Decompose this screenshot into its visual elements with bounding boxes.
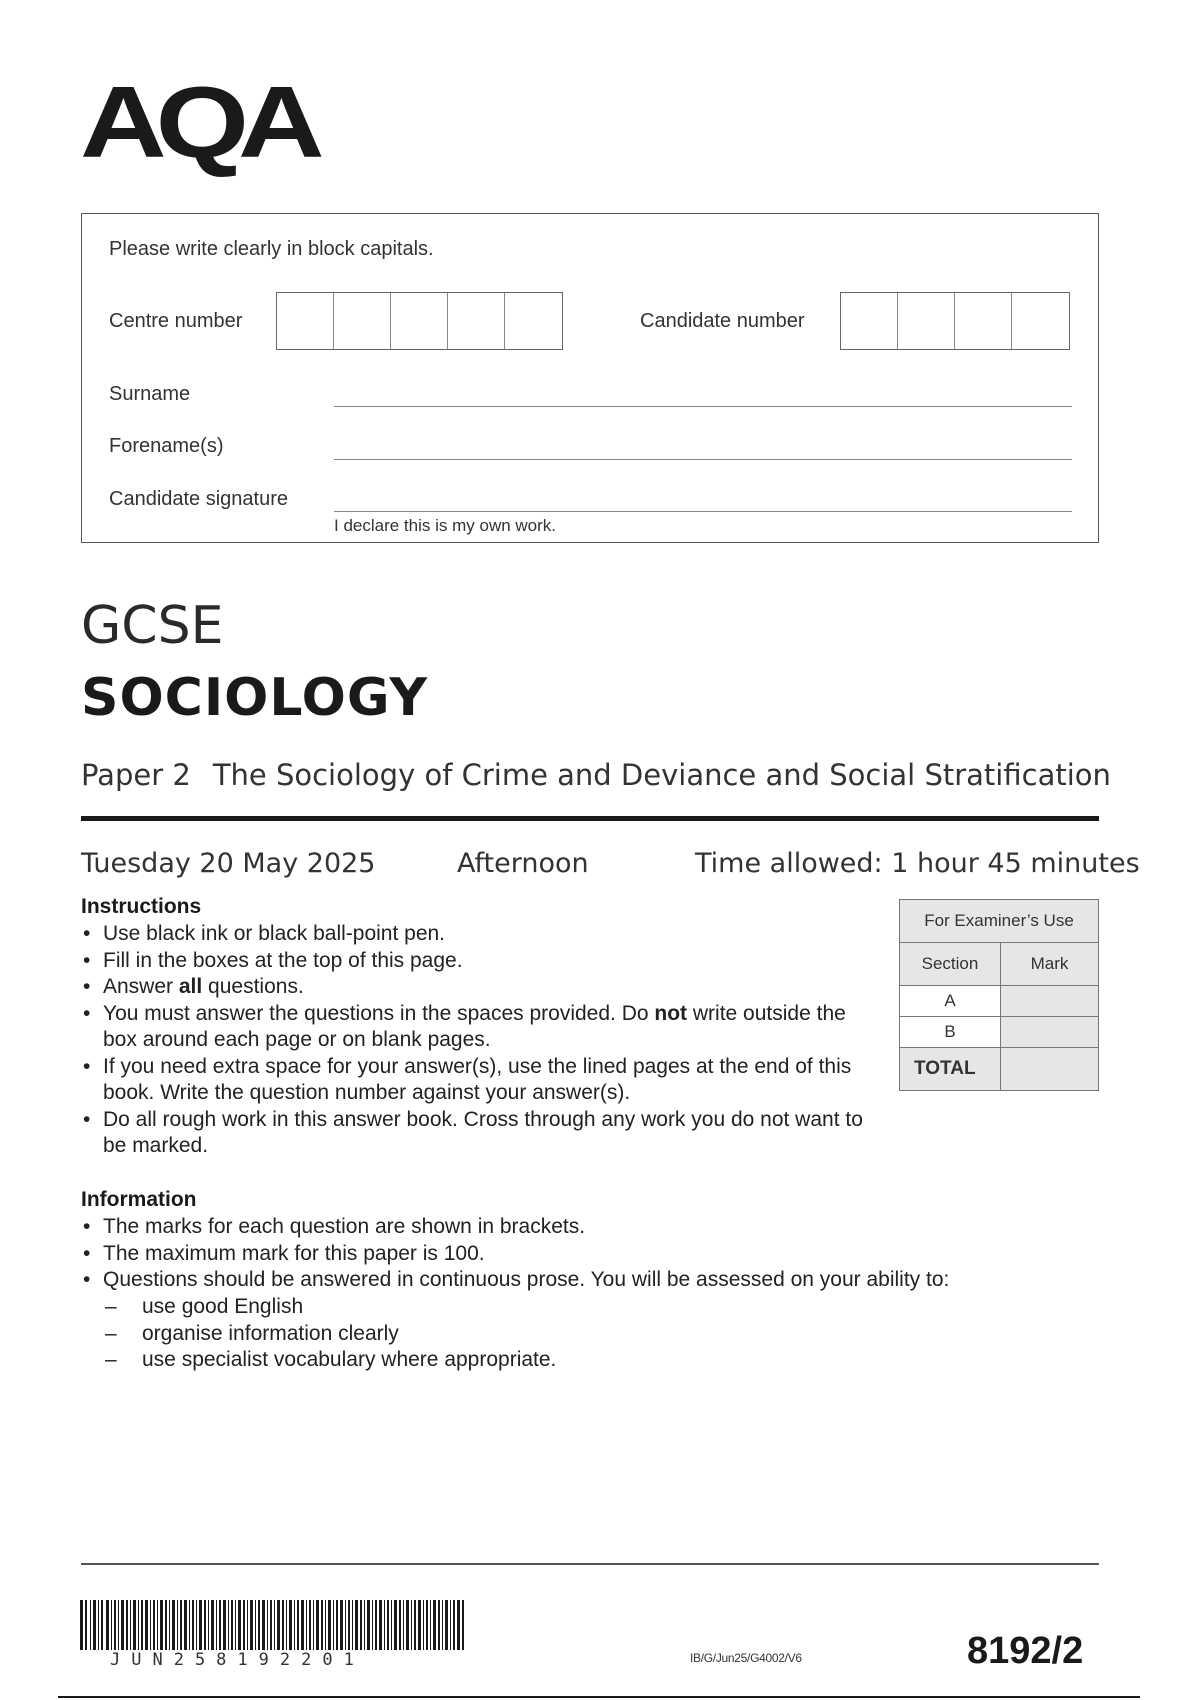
declaration-text: I declare this is my own work.	[334, 516, 557, 535]
candidate-number-box[interactable]	[955, 293, 1012, 349]
mark-column-header: Mark	[1001, 943, 1099, 986]
candidate-number-box[interactable]	[898, 293, 955, 349]
centre-number-box[interactable]	[391, 293, 448, 349]
section-column-header: Section	[900, 943, 1001, 986]
paper-number: Paper 2	[81, 758, 191, 792]
assessment-criteria-list	[81, 1294, 881, 1374]
signature-line[interactable]	[334, 511, 1072, 512]
section-b-label: B	[900, 1017, 1001, 1048]
criteria-item: – use specialist vocabulary where appropriate.	[81, 1347, 881, 1374]
section-b-mark	[1001, 1017, 1099, 1048]
exam-session: Afternoon	[457, 848, 589, 879]
paper-title-line	[81, 758, 1111, 792]
exam-date: Tuesday 20 May 2025	[81, 848, 376, 879]
paper-title: The Sociology of Crime and Deviance and Social Stratification	[212, 758, 1111, 792]
qualification-level: GCSE	[81, 596, 224, 656]
section-a-label: A	[900, 986, 1001, 1017]
barcode-icon	[80, 1600, 465, 1650]
forename-label: Forename(s)	[109, 435, 224, 457]
candidate-number-boxes[interactable]	[840, 292, 1070, 350]
instruction-item: • If you need extra space for your answer(s), use the lined pages at the end of this book. Write the question number against your answer(s).	[81, 1054, 871, 1107]
candidate-number-label: Candidate number	[640, 310, 805, 332]
footer-rule	[81, 1563, 1099, 1565]
barcode-text: JUN258192201	[110, 1650, 365, 1670]
bottom-rule	[58, 1696, 1140, 1698]
divider-rule	[81, 816, 1099, 821]
instruction-item: • You must answer the questions in the spaces provided. Do not write outside the box around each page or on blank pages.	[81, 1001, 871, 1054]
centre-number-boxes[interactable]	[276, 292, 563, 350]
centre-number-box[interactable]	[334, 293, 391, 349]
instruction-item: • Fill in the boxes at the top of this page.	[81, 948, 871, 975]
examiner-use-table	[899, 899, 1099, 1091]
centre-number-box[interactable]	[505, 293, 562, 349]
total-mark	[1001, 1048, 1099, 1091]
criteria-item: – organise information clearly	[81, 1321, 881, 1348]
time-allowed: Time allowed: 1 hour 45 minutes	[695, 848, 1140, 879]
candidate-number-box[interactable]	[1012, 293, 1069, 349]
candidate-number-box[interactable]	[841, 293, 898, 349]
examiner-table-title: For Examiner’s Use	[900, 900, 1099, 943]
reference-code: IB/G/Jun25/G4002/V6	[690, 1651, 802, 1665]
aqa-logo: AQA	[80, 66, 314, 179]
instruction-item: • Use black ink or black ball-point pen.	[81, 921, 871, 948]
signature-label: Candidate signature	[109, 488, 289, 510]
information-item: • The maximum mark for this paper is 100.	[81, 1241, 1081, 1268]
paper-code: 8192/2	[967, 1630, 1084, 1672]
centre-number-box[interactable]	[277, 293, 334, 349]
instructions-heading: Instructions	[81, 895, 202, 918]
instruction-item: • Answer all questions.	[81, 974, 871, 1001]
information-heading: Information	[81, 1188, 197, 1211]
information-list	[81, 1214, 1081, 1294]
block-capitals-prompt: Please write clearly in block capitals.	[109, 238, 434, 260]
candidate-details-box	[81, 213, 1099, 543]
centre-number-label: Centre number	[109, 310, 243, 332]
total-label: TOTAL	[900, 1048, 1001, 1091]
information-item: • Questions should be answered in continuous prose. You will be assessed on your ability to:	[81, 1267, 1081, 1294]
surname-label: Surname	[109, 383, 191, 405]
criteria-item: – use good English	[81, 1294, 881, 1321]
section-a-mark	[1001, 986, 1099, 1017]
centre-number-box[interactable]	[448, 293, 505, 349]
subject-title: SOCIOLOGY	[81, 668, 429, 728]
instruction-item: • Do all rough work in this answer book. Cross through any work you do not want to be marked.	[81, 1107, 871, 1160]
forename-line[interactable]	[334, 459, 1072, 460]
instructions-list	[81, 921, 871, 1160]
surname-line[interactable]	[334, 406, 1072, 407]
information-item: • The marks for each question are shown in brackets.	[81, 1214, 1081, 1241]
